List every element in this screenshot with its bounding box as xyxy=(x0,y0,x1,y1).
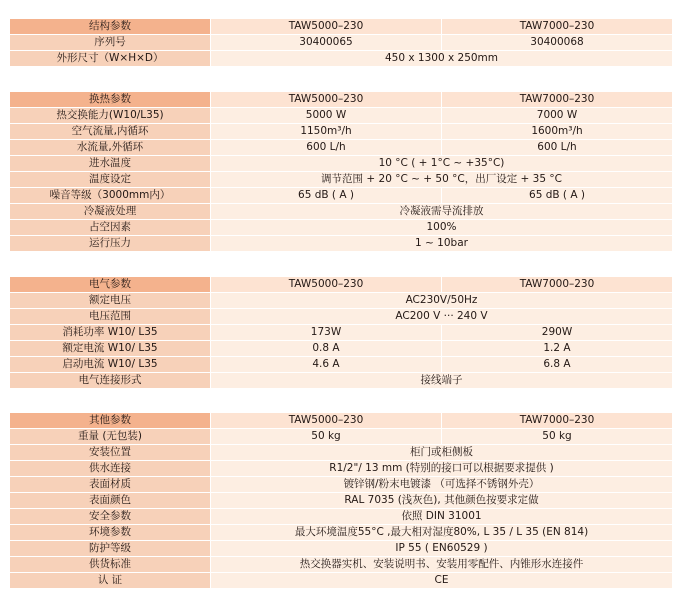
row-label: 供货标准 xyxy=(10,557,210,572)
table-row xyxy=(10,493,672,509)
row-value-span: 1 ~ 10bar xyxy=(211,236,672,251)
row-label: 供水连接 xyxy=(10,461,210,476)
table-row xyxy=(10,293,672,309)
row-value: 50 kg xyxy=(211,429,441,444)
table-row xyxy=(10,373,672,389)
row-value-span: AC200 V ··· 240 V xyxy=(211,309,672,324)
row-label: 噪音等级（3000mm内） xyxy=(10,188,210,203)
row-value-span: 100% xyxy=(211,220,672,235)
row-label: 温度设定 xyxy=(10,172,210,187)
row-label: 冷凝液处理 xyxy=(10,204,210,219)
table-row xyxy=(10,573,672,589)
table-row xyxy=(10,220,672,236)
row-value-span: AC230V/50Hz xyxy=(211,293,672,308)
table-header-row xyxy=(10,92,672,108)
table-row xyxy=(10,108,672,124)
table-row xyxy=(10,525,672,541)
section-title: 电气参数 xyxy=(10,277,210,292)
row-label: 额定电压 xyxy=(10,293,210,308)
row-value: 6.8 A xyxy=(442,357,672,372)
row-label: 进水温度 xyxy=(10,156,210,171)
row-label: 空气流量,内循环 xyxy=(10,124,210,139)
table-row xyxy=(10,204,672,220)
table-header-row xyxy=(10,413,672,429)
row-label: 防护等级 xyxy=(10,541,210,556)
row-label: 消耗功率 W10/ L35 xyxy=(10,325,210,340)
row-label: 重量 (无包装) xyxy=(10,429,210,444)
row-label: 启动电流 W10/ L35 xyxy=(10,357,210,372)
row-value-span: IP 55 ( EN60529 ) xyxy=(211,541,672,556)
table-row xyxy=(10,172,672,188)
row-value-span: 450 x 1300 x 250mm xyxy=(211,51,672,66)
table-header-row xyxy=(10,277,672,293)
table-row xyxy=(10,236,672,252)
table-row xyxy=(10,156,672,172)
heat-exchange-params-table xyxy=(10,92,672,252)
row-value-span: R1/2"/ 13 mm (特别的接口可以根据要求提供 ) xyxy=(211,461,672,476)
table-header-row xyxy=(10,19,672,35)
table-row xyxy=(10,477,672,493)
section-title: 其他参数 xyxy=(10,413,210,428)
row-value-span: 调节范围 + 20 °C ~ + 50 °C，出厂设定 + 35 °C xyxy=(211,172,672,187)
model-header: TAW7000–230 xyxy=(442,19,672,34)
row-label: 热交换能力(W10/L35) xyxy=(10,108,210,123)
row-value: 173W xyxy=(211,325,441,340)
structure-params-table xyxy=(10,19,672,67)
row-label: 外形尺寸（W×H×D） xyxy=(10,51,210,66)
table-row xyxy=(10,357,672,373)
row-label: 表面材质 xyxy=(10,477,210,492)
row-label: 占空因素 xyxy=(10,220,210,235)
row-label: 运行压力 xyxy=(10,236,210,251)
table-row xyxy=(10,445,672,461)
electrical-params-table xyxy=(10,277,672,389)
table-row xyxy=(10,51,672,67)
row-label: 安全参数 xyxy=(10,509,210,524)
table-row xyxy=(10,309,672,325)
section-title: 换热参数 xyxy=(10,92,210,107)
row-value-span: 镀锌钢/粉末电镀漆 （可选择不锈钢外壳） xyxy=(211,477,672,492)
row-value: 30400065 xyxy=(211,35,441,50)
row-value-span: 冷凝液需导流排放 xyxy=(211,204,672,219)
model-header: TAW7000–230 xyxy=(442,277,672,292)
row-value: 1600m³/h xyxy=(442,124,672,139)
row-value: 4.6 A xyxy=(211,357,441,372)
model-header: TAW7000–230 xyxy=(442,92,672,107)
model-header: TAW5000–230 xyxy=(211,92,441,107)
row-value-span: RAL 7035 (浅灰色), 其他颜色按要求定做 xyxy=(211,493,672,508)
row-value: 290W xyxy=(442,325,672,340)
row-label: 额定电流 W10/ L35 xyxy=(10,341,210,356)
model-header: TAW7000–230 xyxy=(442,413,672,428)
row-label: 认 证 xyxy=(10,573,210,588)
model-header: TAW5000–230 xyxy=(211,19,441,34)
row-label: 序列号 xyxy=(10,35,210,50)
model-header: TAW5000–230 xyxy=(211,413,441,428)
table-row xyxy=(10,325,672,341)
table-row xyxy=(10,35,672,51)
row-value: 1150m³/h xyxy=(211,124,441,139)
row-value: 600 L/h xyxy=(442,140,672,155)
table-row xyxy=(10,140,672,156)
table-row xyxy=(10,509,672,525)
row-value-span: 依照 DIN 31001 xyxy=(211,509,672,524)
row-label: 环境参数 xyxy=(10,525,210,540)
row-label: 安装位置 xyxy=(10,445,210,460)
table-row xyxy=(10,124,672,140)
row-label: 电气连接形式 xyxy=(10,373,210,388)
row-value-span: CE xyxy=(211,573,672,588)
table-row xyxy=(10,557,672,573)
row-value: 600 L/h xyxy=(211,140,441,155)
row-value: 65 dB ( A ) xyxy=(442,188,672,203)
other-params-table xyxy=(10,413,672,589)
row-value-span: 最大环境温度55°C ,最大相对湿度80%, L 35 / L 35 (EN 814) xyxy=(211,525,672,540)
row-value: 7000 W xyxy=(442,108,672,123)
table-row xyxy=(10,429,672,445)
row-value: 50 kg xyxy=(442,429,672,444)
table-row xyxy=(10,461,672,477)
row-value: 65 dB ( A ) xyxy=(211,188,441,203)
model-header: TAW5000–230 xyxy=(211,277,441,292)
row-value: 1.2 A xyxy=(442,341,672,356)
row-label: 表面颜色 xyxy=(10,493,210,508)
table-row xyxy=(10,188,672,204)
row-value-span: 热交换器实机、安装说明书、安装用零配件、内锥形水连接件 xyxy=(211,557,672,572)
table-row xyxy=(10,341,672,357)
row-label: 水流量,外循环 xyxy=(10,140,210,155)
row-value: 30400068 xyxy=(442,35,672,50)
row-value-span: 接线端子 xyxy=(211,373,672,388)
table-row xyxy=(10,541,672,557)
row-value-span: 10 °C ( + 1°C ~ +35°C) xyxy=(211,156,672,171)
row-value: 0.8 A xyxy=(211,341,441,356)
row-value-span: 柜门或柜侧板 xyxy=(211,445,672,460)
row-value: 5000 W xyxy=(211,108,441,123)
section-title: 结构参数 xyxy=(10,19,210,34)
row-label: 电压范围 xyxy=(10,309,210,324)
